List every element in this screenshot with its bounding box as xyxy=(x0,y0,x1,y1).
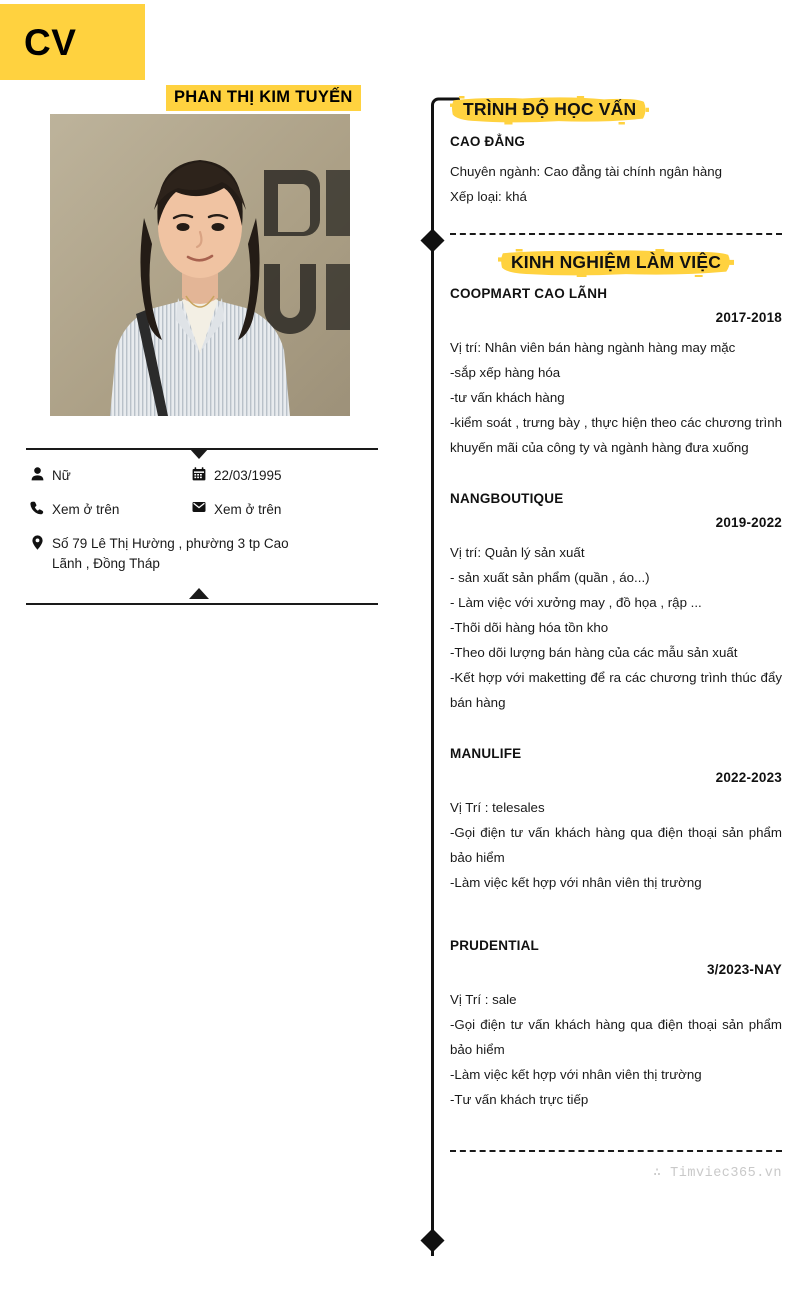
contact-phone xyxy=(26,500,188,520)
job-duty: -Tư vấn khách trực tiếp xyxy=(450,1092,589,1107)
job-position: Vị trí: Quản lý sản xuất xyxy=(450,545,585,560)
job-duty: -Thõi dõi hàng hóa tồn kho xyxy=(450,620,609,635)
timeline-node xyxy=(420,228,444,252)
job-period: 2017-2018 xyxy=(715,310,782,325)
job-entry xyxy=(450,491,782,715)
contact-rows xyxy=(26,456,378,594)
contact-divider-bottom xyxy=(26,594,378,606)
job-duty: - Làm việc với xưởng may , đồ họa , rập ... xyxy=(450,595,702,610)
cv-badge-label: CV xyxy=(24,21,77,63)
timeline-stem xyxy=(431,114,434,1256)
education-grade: Xếp loại: khá xyxy=(450,188,527,204)
phone-icon xyxy=(26,500,48,515)
contact-gender xyxy=(26,466,188,486)
job-entry xyxy=(450,746,782,895)
experience-section xyxy=(450,249,782,1113)
person-icon xyxy=(26,466,48,481)
job-company: MANULIFE xyxy=(450,746,522,761)
job-position: Vị trí: Nhân viên bán hàng ngành hàng may mặc xyxy=(450,340,736,355)
contact-row xyxy=(26,500,378,520)
job-duty: -Gọi điện tư vấn khách hàng qua điện thoại sản phẩm bảo hiểm xyxy=(450,825,782,865)
job-duty: -Kết hợp với maketting để ra các chương trình thúc đẩy bán hàng xyxy=(450,670,782,710)
education-level: CAO ĐẲNG xyxy=(450,133,526,149)
timeline xyxy=(424,96,440,1256)
job-duty: -sắp xếp hàng hóa xyxy=(450,365,561,380)
divider-notch-down xyxy=(189,448,209,459)
email-value: Xem ở trên xyxy=(214,502,282,517)
divider-line xyxy=(26,603,378,605)
education-section xyxy=(450,96,782,209)
education-heading: TRÌNH ĐỘ HỌC VẤN xyxy=(463,99,637,119)
profile-photo xyxy=(50,114,350,416)
contact-birthdate xyxy=(188,466,378,486)
job-duty: -kiểm soát , trưng bày , thực hiện theo các chương trình khuyến mãi của công ty và ngành hàng đưa xuống xyxy=(450,415,782,455)
job-duty: -Làm việc kết hợp với nhân viên thị trường xyxy=(450,875,702,890)
job-period: 3/2023-NAY xyxy=(706,962,782,977)
job-period: 2022-2023 xyxy=(715,770,782,785)
job-duty: - sản xuất sản phẩm (quần , áo...) xyxy=(450,570,650,585)
job-position: Vị Trí : telesales xyxy=(450,800,545,815)
contact-divider-top xyxy=(26,444,378,456)
contact-email xyxy=(188,500,378,520)
job-entry xyxy=(450,938,782,1112)
contact-row xyxy=(26,534,378,574)
job-period: 2019-2022 xyxy=(715,515,782,530)
phone-value: Xem ở trên xyxy=(52,502,120,517)
job-company: PRUDENTIAL xyxy=(450,938,539,953)
timeline-node xyxy=(420,1228,444,1252)
experience-heading: KINH NGHIỆM LÀM VIỆC xyxy=(510,251,722,272)
job-position: Vị Trí : sale xyxy=(450,992,517,1007)
job-company: NANGBOUTIQUE xyxy=(450,491,564,506)
job-duty: -Theo dõi lượng bán hàng của các mẫu sản xuất xyxy=(450,645,738,660)
job-duty: -Làm việc kết hợp với nhân viên thị trường xyxy=(450,1067,702,1082)
contact-row xyxy=(26,466,378,486)
contact-block xyxy=(26,444,378,606)
candidate-name: PHAN THỊ KIM TUYẾN xyxy=(166,85,361,111)
address-value: Số 79 Lê Thị Hường , phường 3 tp Cao Lãnh , Đồng Tháp xyxy=(52,536,289,571)
job-company: COOPMART CAO LÃNH xyxy=(450,286,608,301)
location-pin-icon xyxy=(26,534,48,550)
education-major: Chuyên ngành: Cao đẳng tài chính ngân hàng xyxy=(450,163,723,179)
job-duty: -Gọi điện tư vấn khách hàng qua điện thoại sản phẩm bảo hiểm xyxy=(450,1017,782,1057)
right-column xyxy=(450,0,782,1192)
watermark: ∴ Timviec365.vn xyxy=(652,1166,782,1181)
envelope-icon xyxy=(188,500,210,513)
divider-notch-up xyxy=(189,588,209,599)
gender-value: Nữ xyxy=(52,468,71,483)
contact-address xyxy=(26,534,378,574)
job-entry xyxy=(450,286,782,460)
job-duty: -tư vấn khách hàng xyxy=(450,390,565,405)
birthdate-value: 22/03/1995 xyxy=(214,468,282,483)
education-heading-wrap xyxy=(450,96,649,125)
calendar-icon xyxy=(188,466,210,481)
left-column xyxy=(0,0,400,1289)
experience-heading-wrap xyxy=(498,249,734,278)
